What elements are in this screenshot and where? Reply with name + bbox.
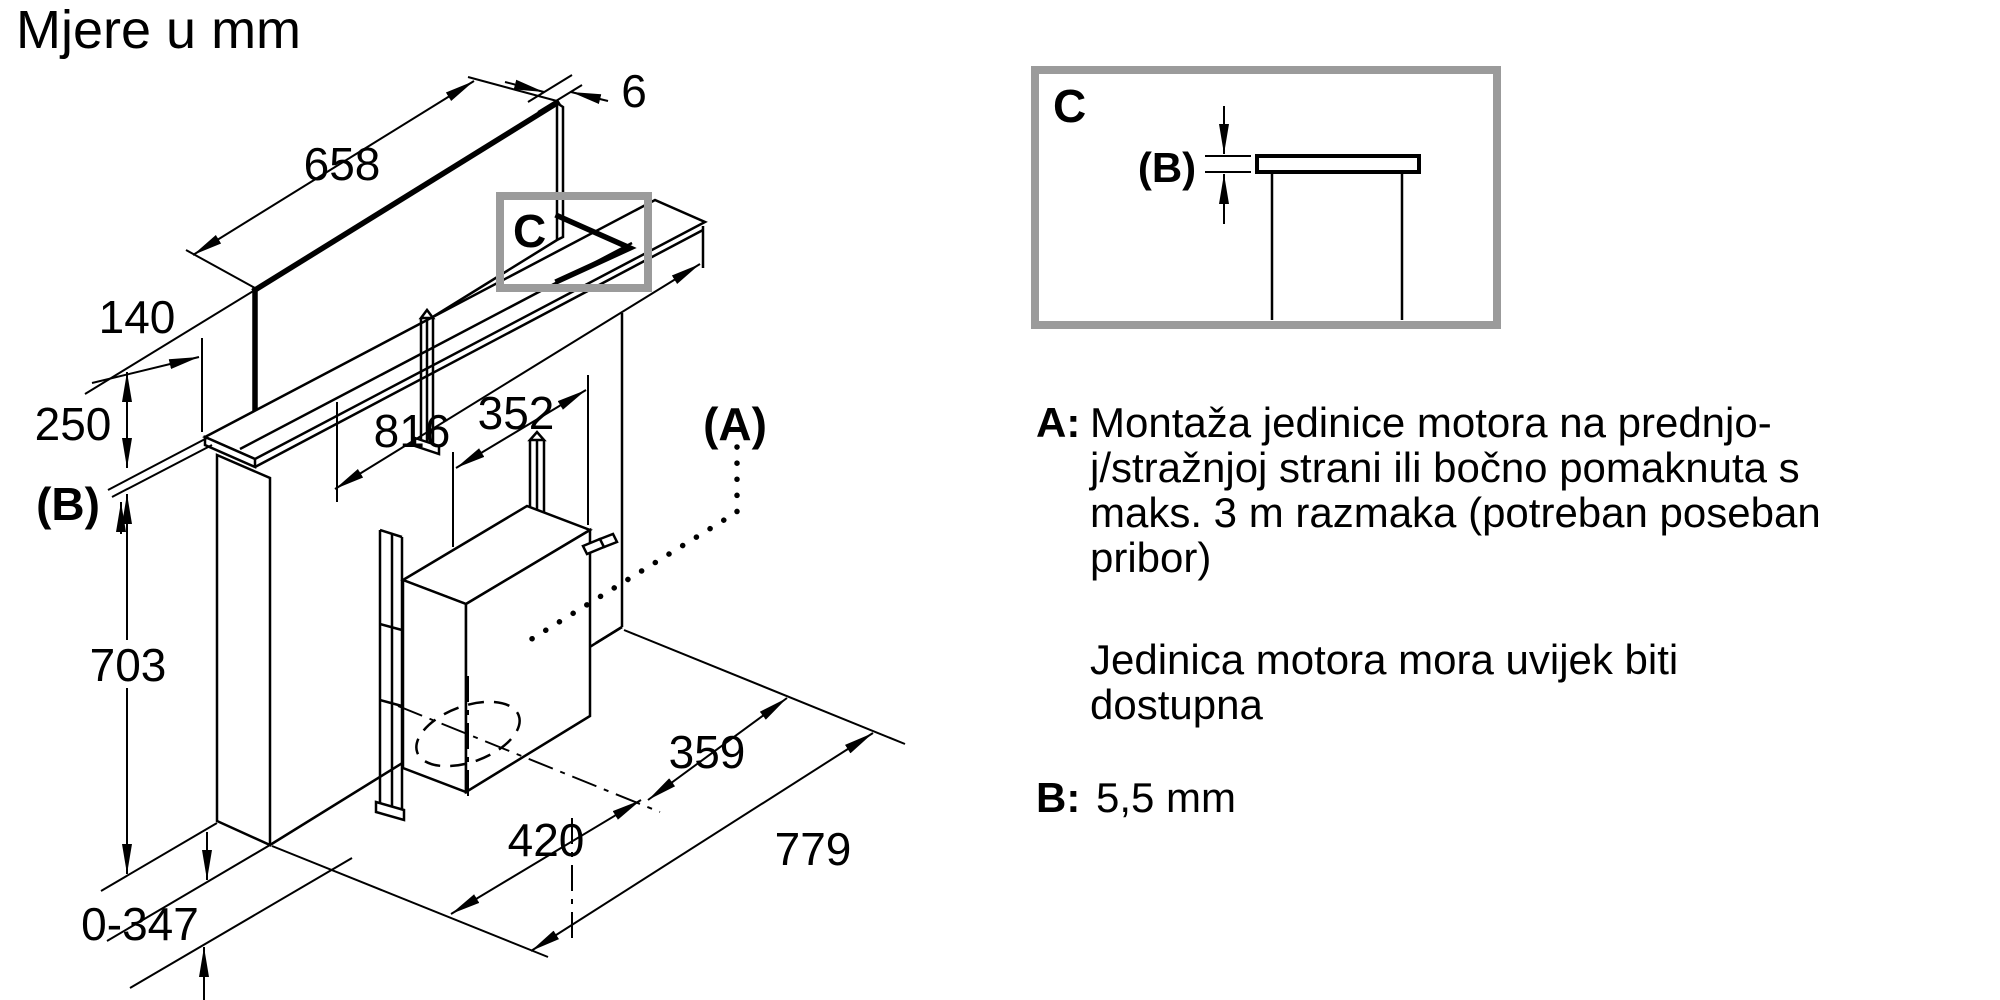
note-a-line-1: Montaža jedinice motora na prednjo-: [1090, 399, 1772, 446]
dim-motor-offset-label: 352: [477, 387, 555, 439]
dimension-420: [272, 800, 641, 957]
note-b-value: 5,5 mm: [1096, 774, 1237, 821]
dimension-6: [505, 65, 647, 117]
detail-box-title: C: [1053, 80, 1087, 132]
dimension-0-347: [81, 823, 352, 1000]
note-b-key: B:: [1036, 774, 1081, 821]
dim-depth-back-label: 359: [668, 726, 746, 778]
note-a-line-4: pribor): [1090, 534, 1212, 581]
detail-top-plate: [1257, 156, 1419, 172]
motor-ref-label: (A): [703, 398, 767, 450]
detail-gap-label: (B): [1137, 144, 1197, 191]
note-B: [1036, 774, 1236, 821]
dim-slot-length-label: 816: [373, 405, 451, 457]
page-title: Mjere u mm: [16, 0, 302, 60]
dim-body-height-label: 703: [89, 639, 167, 691]
note-A: [1036, 399, 1821, 728]
note-a-line-2: j/stražnjoj strani ili bočno pomaknuta s: [1090, 444, 1800, 491]
note-a-key: A:: [1036, 399, 1081, 446]
note-a2-line-1: Jedinica motora mora uvijek biti: [1090, 636, 1679, 683]
dimension-703: [90, 494, 167, 874]
note-a2-line-2: dostupna: [1090, 681, 1263, 728]
dim-panel-height-label: 250: [34, 398, 112, 450]
gap-ref-label: (B): [36, 478, 100, 530]
dim-panel-width-label: 658: [303, 138, 381, 190]
motor-box: [398, 506, 660, 942]
dim-plinth-range-label: 0-347: [81, 898, 199, 950]
dimension-gap-B: [36, 438, 212, 534]
detail-ref-label: C: [513, 205, 547, 257]
dim-depth-total-label: 779: [774, 823, 852, 875]
dim-top-offset-label: 140: [98, 291, 176, 343]
dim-depth-front-label: 420: [507, 814, 585, 866]
detail-box-C: [1035, 70, 1497, 325]
dim-panel-thickness-label: 6: [621, 65, 647, 117]
note-a-line-3: maks. 3 m razmaka (potreban poseban: [1090, 489, 1821, 536]
dimension-359: [624, 630, 905, 800]
